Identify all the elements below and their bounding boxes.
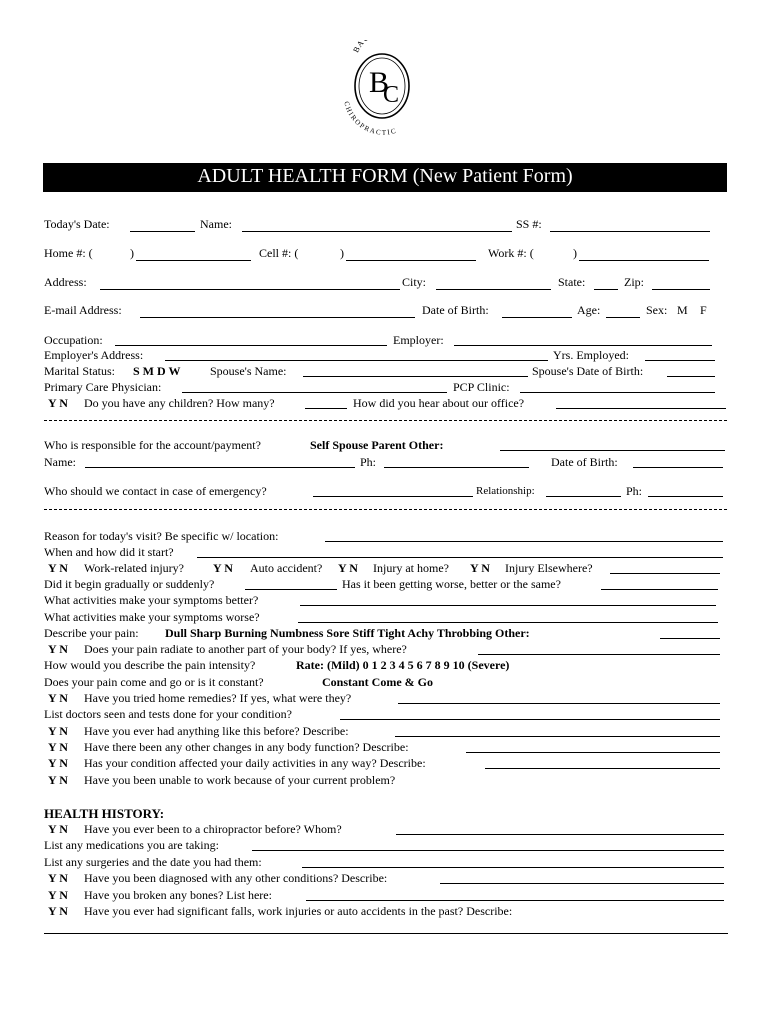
before-yn[interactable]: Y N: [48, 724, 68, 738]
dob-label: Date of Birth:: [422, 303, 489, 317]
surgeries-label: List any surgeries and the date you had them:: [44, 855, 262, 869]
pain-rate-scale[interactable]: Rate: (Mild) 0 1 2 3 4 5 6 7 8 9 10 (Severe): [296, 658, 510, 672]
children-count-field[interactable]: [305, 408, 347, 409]
children-yn[interactable]: Y N: [48, 396, 68, 410]
other-changes-label: Have there been any other changes in any body function? Describe:: [84, 740, 409, 754]
responsible-dob-label: Date of Birth:: [551, 455, 618, 469]
todays-date-label: Today's Date:: [44, 217, 110, 231]
when-label: When and how did it start?: [44, 545, 174, 559]
radiate-yn[interactable]: Y N: [48, 642, 68, 656]
city-field[interactable]: [436, 289, 551, 290]
other-changes-field[interactable]: [466, 752, 720, 753]
state-label: State:: [558, 275, 586, 289]
elsewhere-injury-yn[interactable]: Y N: [470, 561, 490, 575]
meds-field[interactable]: [252, 850, 724, 851]
broken-label: Have you broken any bones? List here:: [84, 888, 272, 902]
auto-accident-label: Auto accident?: [250, 561, 323, 575]
occupation-label: Occupation:: [44, 333, 103, 347]
logo-bottom-text: CHIROPRACTIC: [342, 100, 398, 136]
diagnosed-label: Have you been diagnosed with any other conditions? Describe:: [84, 871, 388, 885]
spouse-dob-label: Spouse's Date of Birth:: [532, 364, 644, 378]
chiro-field[interactable]: [396, 834, 724, 835]
radiate-label: Does your pain radiate to another part of your body? If yes, where?: [84, 642, 407, 656]
unable-work-label: Have you been unable to work because of your current problem?: [84, 773, 396, 787]
relationship-field[interactable]: [546, 496, 621, 497]
doctors-label: List doctors seen and tests done for your condition?: [44, 707, 292, 721]
home-paren: ): [130, 246, 134, 260]
home-phone-label: Home #: (: [44, 246, 93, 260]
auto-accident-yn[interactable]: Y N: [213, 561, 233, 575]
describe-pain-label: Describe your pain:: [44, 626, 139, 640]
responsible-name-label: Name:: [44, 455, 76, 469]
come-go-label: Does your pain come and go or is it constant?: [44, 675, 264, 689]
doctors-field[interactable]: [340, 719, 720, 720]
emergency-label: Who should we contact in case of emergency?: [44, 484, 267, 498]
broken-yn[interactable]: Y N: [48, 888, 68, 902]
address-field[interactable]: [100, 289, 400, 290]
when-field[interactable]: [197, 557, 723, 558]
city-label: City:: [402, 275, 427, 289]
emergency-ph-label: Ph:: [626, 484, 643, 498]
yrs-employed-label: Yrs. Employed:: [553, 348, 629, 362]
come-go-options[interactable]: Constant Come & Go: [322, 675, 433, 689]
pcp-clinic-field[interactable]: [520, 392, 715, 393]
home-phone-field[interactable]: [136, 260, 251, 261]
logo-letter-b: B: [369, 66, 390, 99]
home-injury-yn[interactable]: Y N: [338, 561, 358, 575]
work-phone-label: Work #: (: [488, 246, 534, 260]
work-phone-field[interactable]: [579, 260, 709, 261]
sex-label: Sex:: [646, 303, 668, 317]
children-label: Do you have any children? How many?: [84, 396, 275, 410]
spouse-name-label: Spouse's Name:: [210, 364, 287, 378]
gradual-field[interactable]: [245, 589, 337, 590]
remedies-field[interactable]: [398, 703, 720, 704]
pain-other-field[interactable]: [660, 638, 720, 639]
responsible-ph-label: Ph:: [360, 455, 377, 469]
falls-label: Have you ever had significant falls, work injuries or auto accidents in the past? Describe:: [84, 904, 513, 918]
daily-label: Has your condition affected your daily activities in any way? Describe:: [84, 756, 426, 770]
responsible-ph-field[interactable]: [384, 467, 529, 468]
broken-field[interactable]: [306, 900, 724, 901]
cell-paren: ): [340, 246, 344, 260]
dob-field[interactable]: [502, 317, 572, 318]
cell-phone-label: Cell #: (: [259, 246, 299, 260]
spouse-name-field[interactable]: [303, 376, 528, 377]
relationship-label: Relationship:: [476, 485, 535, 497]
logo-top-text: BA: [351, 40, 367, 55]
svg-text:BAUER: [351, 40, 382, 54]
before-label: Have you ever had anything like this before? Describe:: [84, 724, 349, 738]
state-field[interactable]: [594, 289, 618, 290]
responsible-other-field[interactable]: [500, 450, 725, 451]
chiro-yn[interactable]: Y N: [48, 822, 68, 836]
worse-activities-label: What activities make your symptoms worse?: [44, 610, 260, 624]
work-paren: ): [573, 246, 577, 260]
worse-activities-field[interactable]: [298, 622, 718, 623]
spouse-dob-field[interactable]: [667, 376, 715, 377]
work-injury-label: Work-related injury?: [84, 561, 184, 575]
name-label: Name:: [200, 217, 232, 231]
hear-about-field[interactable]: [556, 408, 726, 409]
section-divider-2: [44, 509, 727, 510]
reason-label: Reason for today's visit? Be specific w/ location:: [44, 529, 279, 543]
logo-emblem: [336, 40, 432, 136]
remedies-yn[interactable]: Y N: [48, 691, 68, 705]
logo-letter-c: C: [383, 82, 400, 108]
elsewhere-injury-field[interactable]: [610, 573, 720, 574]
worse-label: Has it been getting worse, better or the same?: [342, 577, 561, 591]
ssn-field[interactable]: [550, 231, 710, 232]
other-changes-yn[interactable]: Y N: [48, 740, 68, 754]
employer-field[interactable]: [454, 345, 712, 346]
employer-address-label: Employer's Address:: [44, 348, 144, 362]
work-injury-yn[interactable]: Y N: [48, 561, 68, 575]
email-field[interactable]: [140, 317, 415, 318]
pcp-field[interactable]: [182, 392, 447, 393]
marital-status-options[interactable]: S M D W: [133, 364, 181, 378]
elsewhere-injury-label: Injury Elsewhere?: [505, 561, 593, 575]
sex-f-option[interactable]: F: [700, 303, 707, 317]
responsible-options[interactable]: Self Spouse Parent Other:: [310, 438, 444, 452]
responsible-dob-field[interactable]: [633, 467, 723, 468]
hear-about-label: How did you hear about our office?: [353, 396, 525, 410]
zip-field[interactable]: [652, 289, 710, 290]
pain-type-options[interactable]: Dull Sharp Burning Numbness Sore Stiff Tight Achy Throbbing Other:: [165, 626, 530, 640]
age-field[interactable]: [606, 317, 640, 318]
employer-label: Employer:: [393, 333, 444, 347]
daily-yn[interactable]: Y N: [48, 756, 68, 770]
responsible-label: Who is responsible for the account/payment?: [44, 438, 261, 452]
home-injury-label: Injury at home?: [373, 561, 449, 575]
cell-phone-field[interactable]: [346, 260, 476, 261]
title-bar: [43, 163, 727, 192]
address-label: Address:: [44, 275, 87, 289]
emergency-name-field[interactable]: [313, 496, 473, 497]
logo: [336, 40, 432, 136]
pcp-clinic-label: PCP Clinic:: [453, 380, 510, 394]
gradual-label: Did it begin gradually or suddenly?: [44, 577, 215, 591]
diagnosed-field[interactable]: [440, 883, 724, 884]
better-activities-label: What activities make your symptoms better?: [44, 593, 259, 607]
pcp-label: Primary Care Physician:: [44, 380, 162, 394]
unable-work-yn[interactable]: Y N: [48, 773, 68, 787]
remedies-label: Have you tried home remedies? If yes, what were they?: [84, 691, 352, 705]
responsible-name-field[interactable]: [85, 467, 355, 468]
intensity-label: How would you describe the pain intensity?: [44, 658, 256, 672]
worse-field[interactable]: [601, 589, 718, 590]
email-label: E-mail Address:: [44, 303, 122, 317]
ssn-label: SS #:: [516, 217, 542, 231]
meds-label: List any medications you are taking:: [44, 838, 219, 852]
name-field[interactable]: [242, 231, 512, 232]
falls-yn[interactable]: Y N: [48, 904, 68, 918]
marital-status-label: Marital Status:: [44, 364, 115, 378]
reason-field[interactable]: [325, 541, 723, 542]
health-history-heading: HEALTH HISTORY:: [44, 806, 165, 821]
employer-address-field[interactable]: [165, 360, 548, 361]
sex-m-option[interactable]: M: [677, 303, 688, 317]
form-title: ADULT HEALTH FORM (New Patient Form): [197, 165, 573, 187]
surgeries-field[interactable]: [302, 867, 724, 868]
section-divider: [44, 420, 727, 421]
age-label: Age:: [577, 303, 601, 317]
occupation-field[interactable]: [115, 345, 387, 346]
before-field[interactable]: [395, 736, 720, 737]
chiro-label: Have you ever been to a chiropractor before? Whom?: [84, 822, 342, 836]
daily-field[interactable]: [485, 768, 720, 769]
zip-label: Zip:: [624, 275, 644, 289]
todays-date-field[interactable]: [130, 231, 195, 232]
diagnosed-yn[interactable]: Y N: [48, 871, 68, 885]
radiate-field[interactable]: [478, 654, 720, 655]
better-activities-field[interactable]: [300, 605, 716, 606]
emergency-ph-field[interactable]: [648, 496, 723, 497]
yrs-employed-field[interactable]: [645, 360, 715, 361]
falls-field[interactable]: [44, 933, 728, 934]
